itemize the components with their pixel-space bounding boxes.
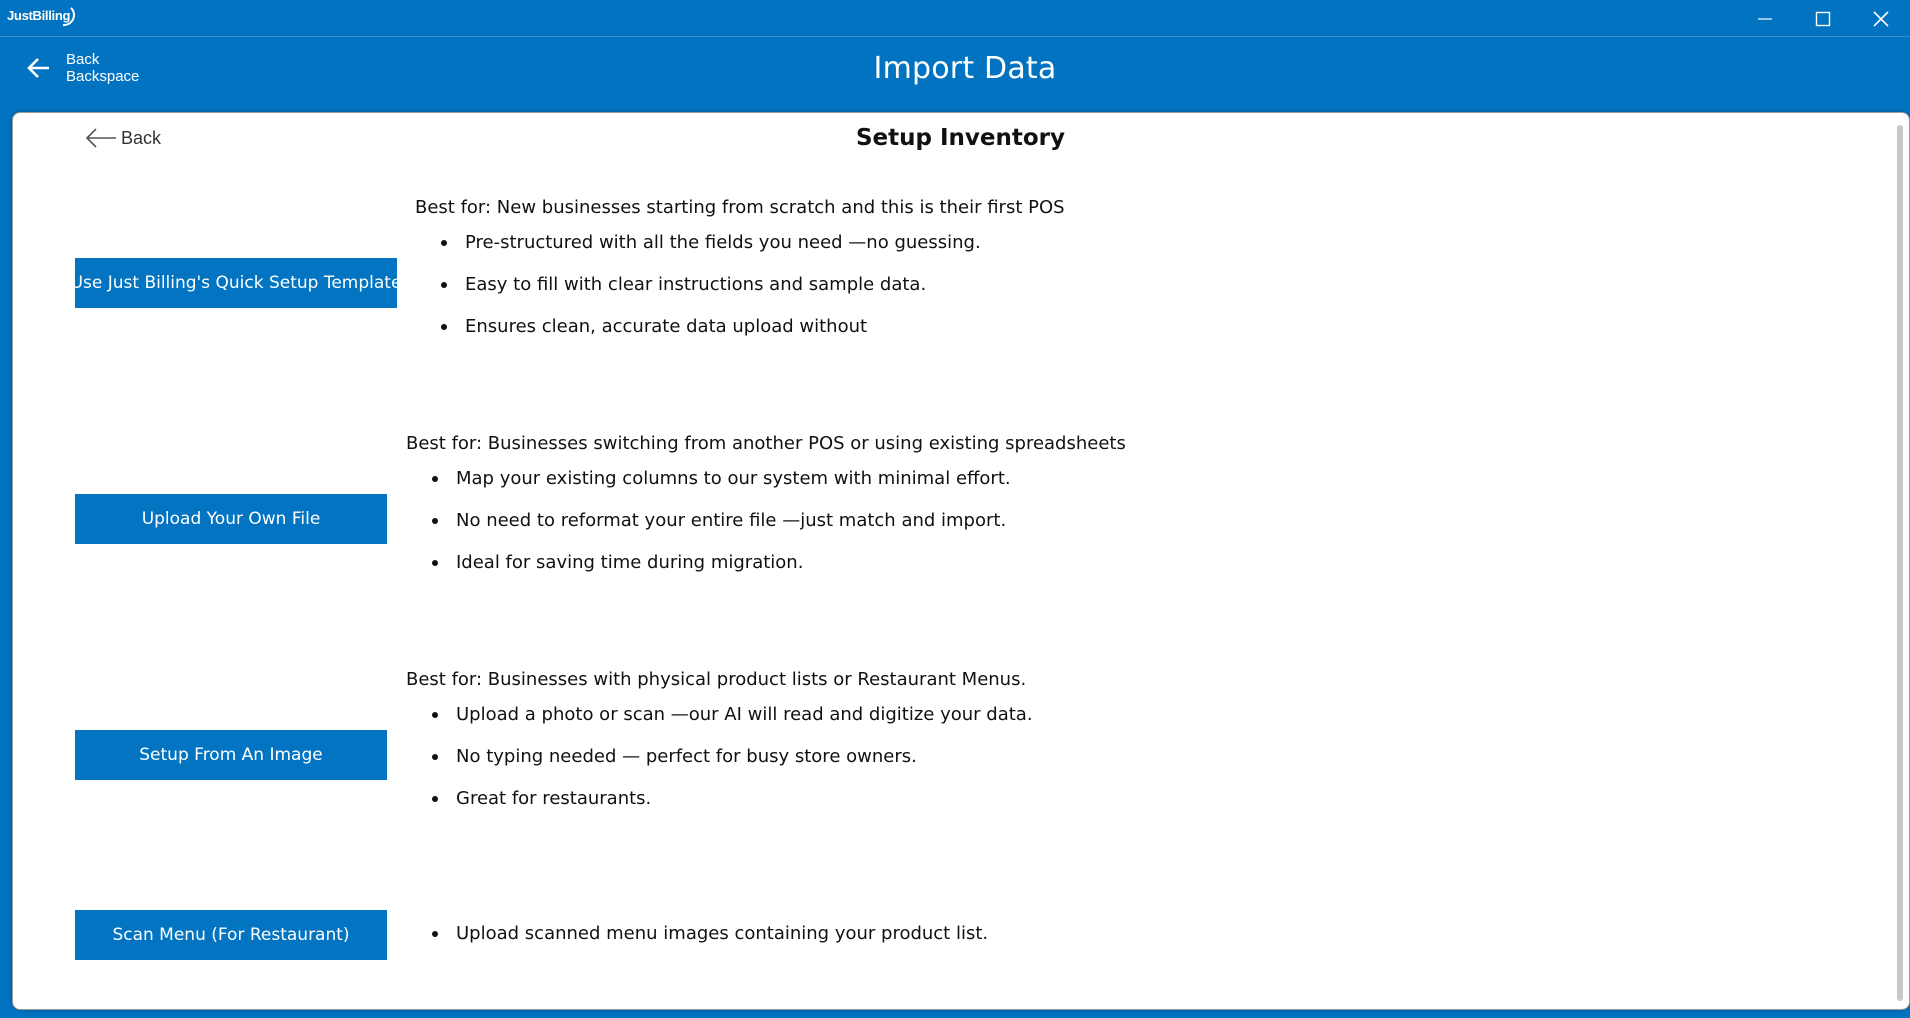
quick-setup-description xyxy=(415,197,1065,356)
upload-own-file-button[interactable]: Upload Your Own File xyxy=(75,494,387,544)
content-panel xyxy=(12,112,1910,1010)
quick-setup-template-button[interactable]: Use Just Billing's Quick Setup Template xyxy=(75,258,397,308)
best-for-text: Best for: Businesses with physical product lists or Restaurant Menus. xyxy=(406,669,1027,690)
close-icon xyxy=(1873,11,1889,27)
vertical-scrollbar[interactable] xyxy=(1897,125,1903,1001)
list-item: Ideal for saving time during migration. xyxy=(430,550,1126,575)
setup-image-description xyxy=(406,669,1033,828)
app-logo: JustBilling xyxy=(7,8,70,23)
scan-menu-button[interactable]: Scan Menu (For Restaurant) xyxy=(75,910,387,960)
minimize-button[interactable] xyxy=(1736,0,1794,37)
list-item: Great for restaurants. xyxy=(430,786,1033,811)
close-button[interactable] xyxy=(1852,0,1910,37)
feature-list xyxy=(406,466,1126,575)
best-for-text: Best for: Businesses switching from another POS or using existing spreadsheets xyxy=(406,433,1126,454)
window-controls xyxy=(1736,0,1910,37)
list-item: Upload scanned menu images containing your product list. xyxy=(430,921,988,946)
list-item: Upload a photo or scan —our AI will read and digitize your data. xyxy=(430,702,1033,727)
list-item: Ensures clean, accurate data upload without xyxy=(439,314,1065,339)
list-item: Easy to fill with clear instructions and sample data. xyxy=(439,272,1065,297)
best-for-text: Best for: New businesses starting from scratch and this is their first POS xyxy=(415,197,1065,218)
list-item: No typing needed — perfect for busy store owners. xyxy=(430,744,1033,769)
upload-file-description xyxy=(406,433,1126,592)
maximize-icon xyxy=(1815,11,1831,27)
maximize-button[interactable] xyxy=(1794,0,1852,37)
header-back-label: Back xyxy=(66,51,100,68)
feature-list xyxy=(406,921,988,946)
scan-menu-description xyxy=(406,921,988,963)
app-header xyxy=(0,37,1910,100)
feature-list xyxy=(406,702,1033,811)
list-item: Map your existing columns to our system with minimal effort. xyxy=(430,466,1126,491)
window-titlebar xyxy=(0,0,1910,37)
feature-list xyxy=(415,230,1065,339)
list-item: Pre-structured with all the fields you need —no guessing. xyxy=(439,230,1065,255)
page-title: Import Data xyxy=(873,51,1057,86)
inner-back-label: Back xyxy=(121,127,162,148)
minimize-icon xyxy=(1757,11,1773,27)
section-title: Setup Inventory xyxy=(855,125,1066,151)
setup-from-image-button[interactable]: Setup From An Image xyxy=(75,730,387,780)
list-item: No need to reformat your entire file —just match and import. xyxy=(430,508,1126,533)
logo-swoosh-icon xyxy=(63,4,75,26)
header-back-shortcut: Backspace xyxy=(66,68,140,85)
